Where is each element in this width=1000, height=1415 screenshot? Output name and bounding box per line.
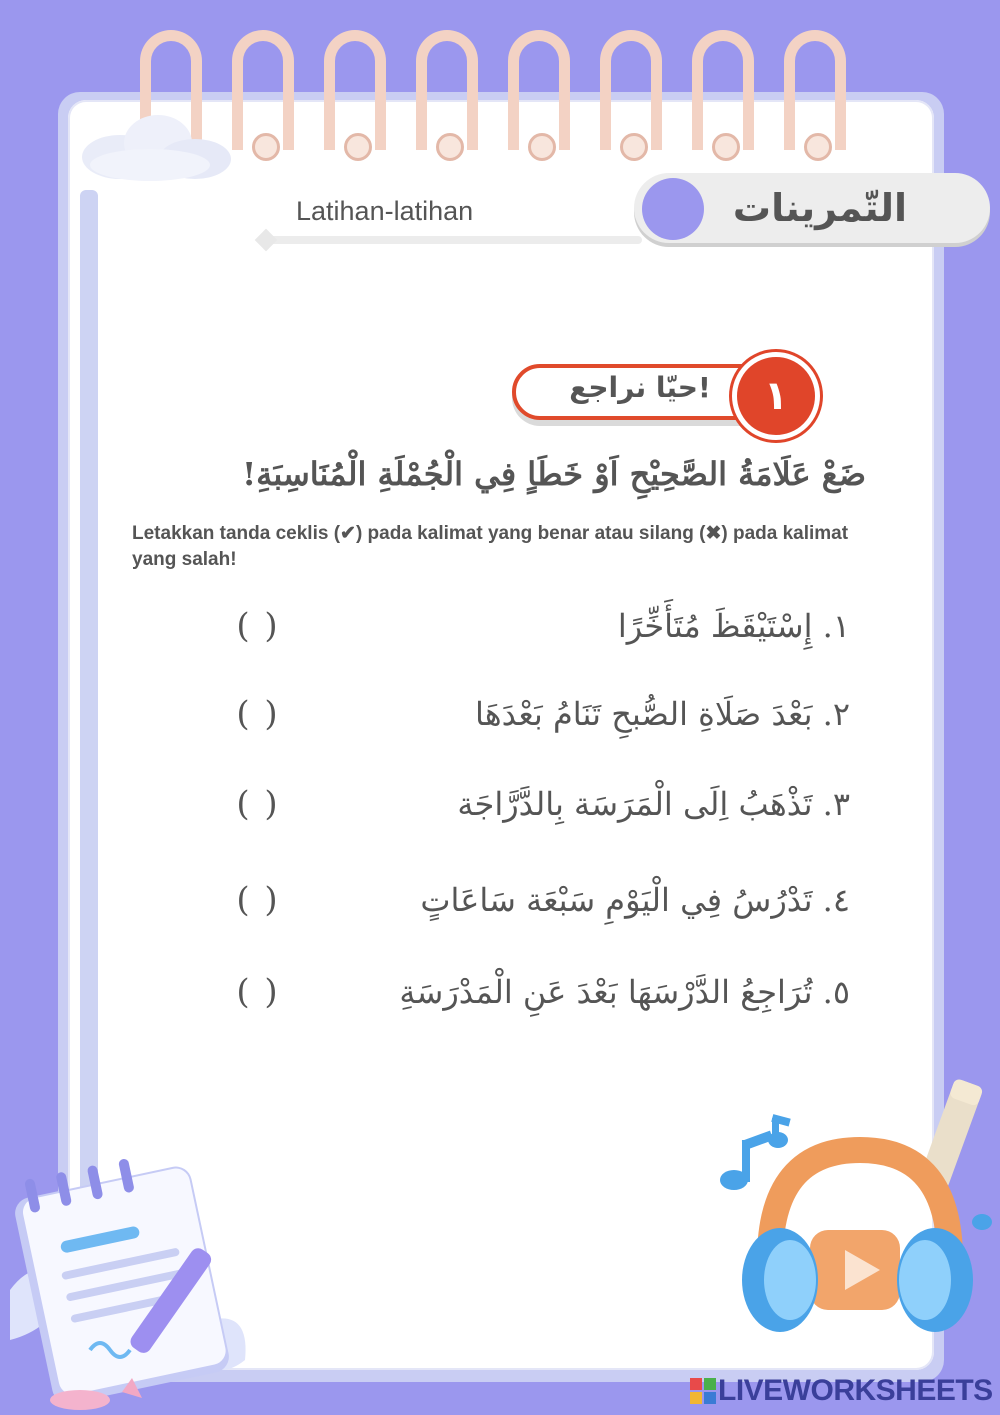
ring-icon <box>692 30 754 150</box>
paper-edge <box>80 190 98 1300</box>
section-title: حيّا نراجع! <box>569 371 711 404</box>
answer-box[interactable]: ( ) <box>236 784 280 824</box>
question-text: ١. إِسْتَيْقَظَ مُتَأَخِّرًا <box>617 607 850 645</box>
instruction-indonesian: Letakkan tanda ceklis (✔) pada kalimat yang benar atau silang (✖) pada kalimat yang salah! <box>132 523 849 570</box>
spiral-binding <box>140 30 900 170</box>
answer-box[interactable]: ( ) <box>236 694 280 734</box>
logo-blocks-icon <box>690 1378 716 1404</box>
title-latin: Latihan-latihan <box>296 196 474 226</box>
instruction-arabic: ضَعْ عَلَامَةُ الصَّحِيْحِ اَوْ خَطَاٍ فِي الْجُمْلَةِ الْمُنَاسِبَةِ! <box>242 455 866 493</box>
title-circle-icon <box>642 178 704 240</box>
ring-icon <box>600 30 662 150</box>
question-item <box>200 596 860 656</box>
brand-text: LIVEWORKSHEETS <box>718 1374 993 1407</box>
ring-icon <box>324 30 386 150</box>
question-text: ٢. بَعْدَ صَلَاةِ الصُّبحِ تَنَامُ بَعْدَهَا <box>475 695 850 733</box>
question-item <box>200 870 860 930</box>
liveworksheets-logo <box>690 1372 993 1410</box>
cloud-icon <box>70 105 240 185</box>
answer-box[interactable]: ( ) <box>236 880 280 920</box>
ring-icon <box>784 30 846 150</box>
ring-icon <box>508 30 570 150</box>
ring-icon <box>232 30 294 150</box>
question-item <box>200 774 860 834</box>
question-text: ٤. تَدْرُسُ فِي الْيَوْمِ سَبْعَة سَاعَاتٍ <box>420 881 850 919</box>
question-item <box>200 962 860 1022</box>
question-item <box>200 684 860 744</box>
notebook-icon <box>10 1140 250 1410</box>
section-number: ١ <box>763 373 789 419</box>
question-text: ٥. تُرَاجِعُ الدَّرْسَهَا بَعْدَ عَنِ الْمَدْرَسَةِ <box>399 973 850 1011</box>
page-title: التّمرينات <box>732 186 908 230</box>
headphones-icon <box>710 1110 1000 1370</box>
answer-box[interactable]: ( ) <box>236 972 280 1012</box>
question-text: ٣. تَذْهَبُ اِلَى الْمَرَسَة بِالدَّرَّاجَة <box>457 785 850 823</box>
answer-box[interactable]: ( ) <box>236 606 280 646</box>
ring-icon <box>416 30 478 150</box>
title-underline <box>262 236 642 244</box>
